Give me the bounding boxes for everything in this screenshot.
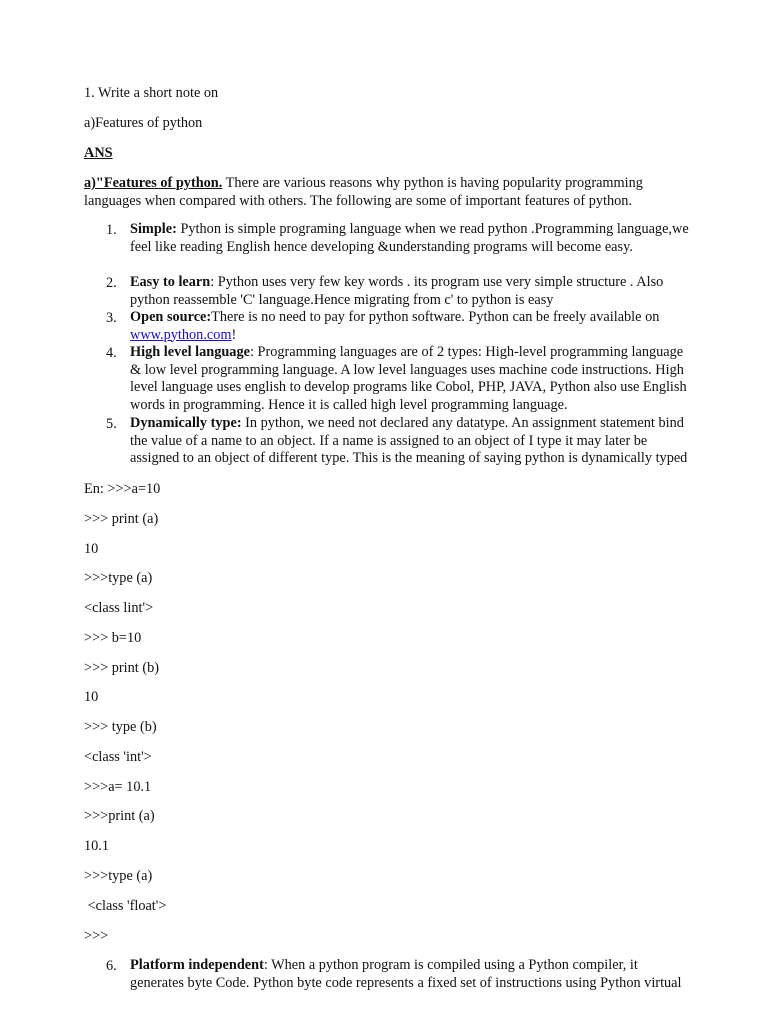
item-text: Python is simple programing language when we read python .Programming language,we feel like reading English hence developing &understanding programs will become easy. — [130, 221, 689, 255]
item-text: : When a python program is compiled using a Python compiler, it generates byte Code. Python byte code represents a fixed set of instructions using Python virtual — [130, 957, 682, 991]
code-line: >>>type (a) — [84, 868, 153, 884]
item-text: : Programming languages are of 2 types: High-level programming language & low level programming language. A low level languages uses machine code instructions. High level language uses english to develop programs like Cobol, PHP, JAVA, Python also use English words in programming. Hence it is called high level programming language. — [130, 344, 687, 413]
code-line: >>>type (a) — [84, 570, 153, 586]
ans-heading — [84, 144, 694, 162]
code-line: 10.1 — [84, 838, 110, 854]
item-term: Dynamically type: — [130, 415, 242, 431]
code-line: 10 — [84, 541, 99, 557]
code-line: <class 'int'> — [84, 749, 152, 765]
ans-label: ANS — [84, 145, 113, 161]
item-term: Open source: — [130, 309, 212, 325]
list-item-dynamically-type — [130, 415, 690, 468]
code-line: >>> — [84, 928, 109, 944]
item-text: In python, we need not declared any datatype. An assignment statement bind the value of a name to an object. If a name is assigned to an object of I type it may later be assigned to an object of different type. This is the meaning of saying python is dynamically typed — [130, 415, 688, 467]
list-item-easy-to-learn — [130, 274, 690, 309]
list-item-platform-independent — [130, 957, 690, 992]
item-term: High level language — [130, 344, 250, 360]
intro-paragraph — [84, 174, 694, 210]
subquestion-line: a)Features of python — [84, 115, 203, 131]
item-term: Platform independent — [130, 957, 264, 973]
code-line: <class 'float'> — [84, 898, 167, 914]
code-line: 10 — [84, 689, 99, 705]
code-line: >>> print (a) — [84, 511, 159, 527]
intro-heading: a)"Features of python. — [84, 175, 223, 191]
code-line: >>> b=10 — [84, 630, 142, 646]
item-number: 5. — [106, 416, 117, 432]
code-line: >>>a= 10.1 — [84, 779, 152, 795]
code-line: >>>print (a) — [84, 808, 155, 824]
item-term: Simple: — [130, 221, 177, 237]
list-item-simple — [130, 221, 690, 256]
item-number: 1. — [106, 222, 117, 238]
question-line: 1. Write a short note on — [84, 85, 219, 101]
item-term: Easy to learn — [130, 274, 211, 290]
code-line: >>> print (b) — [84, 660, 160, 676]
intro-text: There are various reasons why python is having popularity programming languages when compared with others. The following are some of important features of python. — [84, 175, 647, 209]
item-number: 6. — [106, 958, 117, 974]
item-text: : Python uses very few key words . its program use very simple structure . Also python reassemble 'C' language.Hence migrating from c' to python is easy — [130, 274, 664, 308]
list-item-open-source — [130, 309, 690, 344]
code-line: <class lint'> — [84, 600, 154, 616]
item-text: There is no need to pay for python software. Python can be freely available on — [211, 309, 660, 325]
code-line: >>> type (b) — [84, 719, 157, 735]
code-line: En: >>>a=10 — [84, 481, 161, 497]
python-website-link[interactable]: www.python.com — [130, 326, 232, 343]
item-number: 4. — [106, 345, 117, 361]
item-number: 2. — [106, 275, 117, 291]
item-number: 3. — [106, 310, 117, 326]
list-item-high-level-language — [130, 344, 690, 414]
item-text-suffix: ! — [231, 326, 237, 343]
